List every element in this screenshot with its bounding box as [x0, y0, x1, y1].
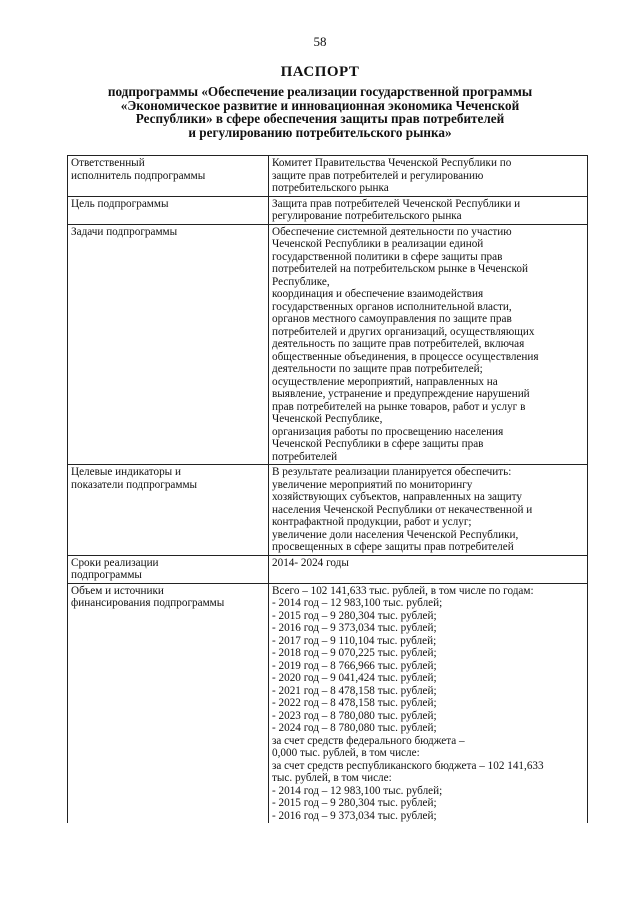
- row-value-line: населения Чеченской Республики от некачественной и: [272, 503, 533, 516]
- row-value-line: осуществление мероприятий, направленных на: [272, 375, 498, 388]
- document-title: ПАСПОРТ: [280, 64, 360, 80]
- row-value-line: - 2016 год – 9 373,034 тыс. рублей;: [272, 809, 437, 822]
- row-value-line: потребителей и других организаций, осуществляющих: [272, 325, 535, 338]
- row-value-line: контрафактной продукции, работ и услуг;: [272, 516, 472, 528]
- row-value-cell: [269, 196, 588, 224]
- row-value-line: - 2022 год – 8 478,158 тыс. рублей;: [272, 697, 437, 709]
- row-value-line: потребителей на потребительском рынке в Чеченской: [272, 263, 529, 275]
- row-label-cell: [68, 196, 269, 224]
- row-value-line: координация и обеспечение взаимодействия: [272, 288, 484, 300]
- row-value-line: за счет средств федерального бюджета –: [272, 734, 465, 747]
- passport-table: [67, 155, 588, 823]
- row-value-line: Защита прав потребителей Чеченской Республики и: [272, 197, 521, 210]
- row-value-line: государственных органов исполнительной власти,: [272, 300, 512, 313]
- row-value-line: - 2015 год – 9 280,304 тыс. рублей;: [272, 797, 437, 809]
- row-label-line: подпрограммы: [71, 569, 142, 581]
- document-subtitle: [60, 85, 580, 139]
- row-value-line: регулирование потребительского рынка: [272, 210, 462, 222]
- row-value-line: Чеченской Республике,: [272, 413, 383, 425]
- row-value-line: - 2017 год – 9 110,104 тыс. рублей;: [272, 634, 437, 647]
- row-value-line: органов местного самоуправления по защите прав: [272, 313, 512, 325]
- row-value-cell: [269, 555, 588, 583]
- row-value-line: деятельность по защите прав потребителей, включая: [272, 338, 525, 350]
- row-value-line: - 2024 год – 8 780,080 тыс. рублей;: [272, 722, 437, 734]
- row-label-line: финансирования подпрограммы: [71, 597, 225, 609]
- row-value-line: потребительского рынка: [272, 182, 389, 194]
- row-value-line: Чеченской Республики в сфере защиты прав: [272, 438, 484, 450]
- table-row: [68, 465, 588, 556]
- row-label-line: Целевые индикаторы и: [71, 466, 181, 478]
- table-row: [68, 583, 588, 823]
- row-value-cell: [269, 583, 588, 823]
- row-value-line: 0,000 тыс. рублей, в том числе:: [272, 747, 420, 759]
- row-value-line: Чеченской Республики в реализации единой: [272, 238, 484, 250]
- row-value-line: - 2014 год – 12 983,100 тыс. рублей;: [272, 784, 443, 797]
- subtitle-line: и регулированию потребительского рынка»: [188, 124, 452, 140]
- table-row: [68, 224, 588, 465]
- row-value-line: - 2021 год – 8 478,158 тыс. рублей;: [272, 684, 437, 697]
- row-label-line: исполнитель подпрограммы: [71, 169, 206, 182]
- row-value-line: за счет средств республиканского бюджета – 102 141,633: [272, 759, 544, 772]
- row-label-line: показатели подпрограммы: [71, 478, 198, 491]
- row-label-line: Цель подпрограммы: [71, 197, 169, 210]
- row-label-line: Объем и источники: [71, 584, 164, 597]
- row-value-cell: [269, 156, 588, 197]
- row-value-cell: [269, 224, 588, 465]
- row-label-cell: [68, 224, 269, 465]
- row-value-line: 2014- 2024 годы: [272, 556, 349, 569]
- row-value-line: - 2020 год – 9 041,424 тыс. рублей;: [272, 672, 437, 684]
- row-value-line: - 2018 год – 9 070,225 тыс. рублей;: [272, 647, 437, 659]
- subtitle-line: «Экономическое развитие и инновационная экономика Чеченской: [120, 97, 520, 113]
- table-row: [68, 196, 588, 224]
- row-value-line: тыс. рублей, в том числе:: [272, 772, 392, 784]
- row-value-line: - 2015 год – 9 280,304 тыс. рублей;: [272, 609, 437, 622]
- row-value-line: В результате реализации планируется обеспечить:: [272, 466, 512, 478]
- row-value-line: выявление, устранение и предупреждение нарушений: [272, 388, 530, 400]
- row-value-line: увеличение мероприятий по мониторингу: [272, 478, 473, 491]
- row-value-line: деятельности по защите прав потребителей;: [272, 363, 483, 375]
- row-value-line: прав потребителей на рынке товаров, работ и услуг в: [272, 400, 526, 413]
- page-number: 58: [313, 34, 327, 49]
- row-value-line: - 2014 год – 12 983,100 тыс. рублей;: [272, 597, 443, 609]
- table-row: [68, 156, 588, 197]
- row-value-line: хозяйствующих субъектов, направленных на защиту: [272, 491, 522, 503]
- row-value-line: Комитет Правительства Чеченской Республики по: [272, 157, 512, 169]
- row-value-line: просвещенных в сфере защиты прав потребителей: [272, 541, 514, 553]
- row-value-line: Обеспечение системной деятельности по участию: [272, 225, 512, 238]
- row-value-line: защите прав потребителей и регулированию: [272, 169, 484, 182]
- row-label-cell: [68, 555, 269, 583]
- row-label-cell: [68, 465, 269, 556]
- row-label-line: Сроки реализации: [71, 556, 159, 569]
- row-value-line: - 2023 год – 8 780,080 тыс. рублей;: [272, 709, 437, 722]
- row-value-line: потребителей: [272, 450, 338, 463]
- row-label-line: Задачи подпрограммы: [71, 225, 178, 238]
- row-label-cell: [68, 583, 269, 823]
- subtitle-line: Республики» в сфере обеспечения защиты прав потребителей: [135, 111, 505, 126]
- row-value-cell: [269, 465, 588, 556]
- row-value-line: Всего – 102 141,633 тыс. рублей, в том числе по годам:: [272, 584, 534, 597]
- row-value-line: увеличение доли населения Чеченской Республики,: [272, 528, 519, 541]
- row-value-line: организация работы по просвещению населения: [272, 425, 504, 438]
- row-value-line: общественные объединения, в процессе осуществления: [272, 350, 539, 363]
- row-label-line: Ответственный: [71, 157, 145, 169]
- row-value-line: государственной политики в сфере защиты прав: [272, 250, 503, 263]
- row-label-cell: [68, 156, 269, 197]
- table-row: [68, 555, 588, 583]
- subtitle-line: подпрограммы «Обеспечение реализации государственной программы: [107, 84, 533, 99]
- row-value-line: - 2016 год – 9 373,034 тыс. рублей;: [272, 622, 437, 634]
- row-value-line: Республике,: [272, 275, 330, 288]
- row-value-line: - 2019 год – 8 766,966 тыс. рублей;: [272, 659, 437, 672]
